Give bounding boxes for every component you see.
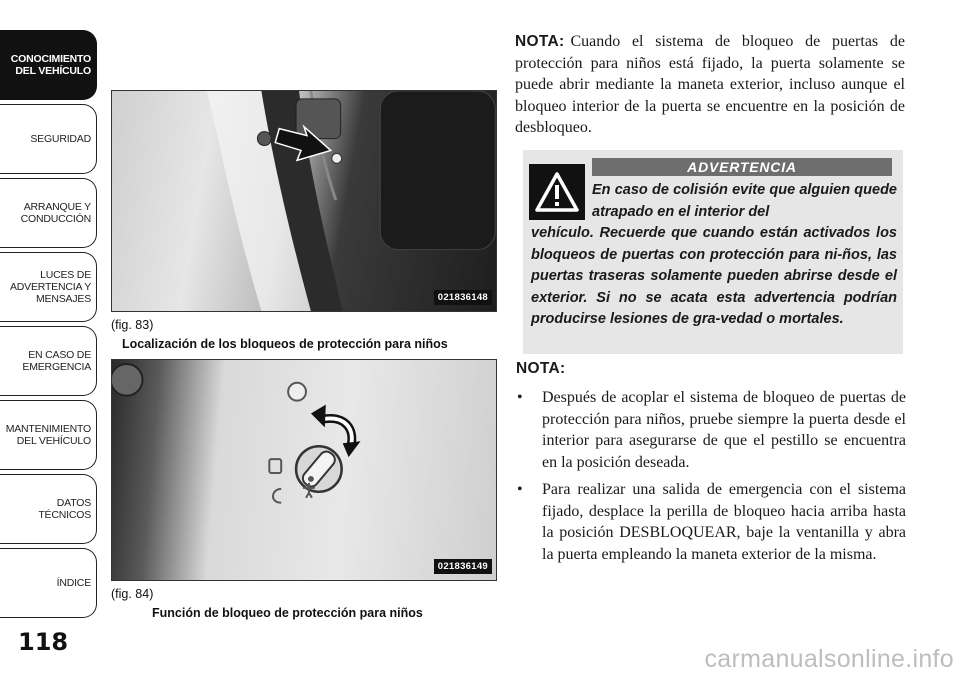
watermark: carmanualsonline.info — [704, 645, 954, 673]
warning-title: ADVERTENCIA — [592, 158, 892, 176]
list-item: • Para realizar una salida de emergencia con el sistema fijado, desplace la perilla de bloqueo hacia arriba hasta la posición DESBLOQUEAR, baje la ventanilla y abra la puerta empleando la maneta exterior de la misma. — [517, 481, 906, 563]
note-1-text: Cuando el sistema de bloqueo de puertas de protección para niños está fijado, la puerta solamente se puede abrir mediante la maneta exterior, incluso aunque el bloqueo interior de la puerta se encuentre en la posición de desbloqueo. — [515, 33, 905, 136]
tab-seguridad[interactable]: SEGURIDAD — [0, 104, 97, 174]
warning-text — [531, 180, 897, 331]
image-code: 021836149 — [434, 559, 492, 574]
image-code: 021836148 — [434, 290, 492, 305]
tab-datos-tecnicos[interactable]: DATOS TÉCNICOS — [0, 474, 97, 544]
note-2-list — [516, 387, 906, 571]
tab-luces-de-advertencia[interactable]: LUCES DE ADVERTENCIA Y MENSAJES — [0, 252, 97, 322]
page-number: 118 — [18, 628, 69, 656]
figure-83-label: (fig. 83) — [111, 318, 154, 332]
tab-mantenimiento[interactable]: MANTENIMIENTO DEL VEHÍCULO — [0, 400, 97, 470]
note-2-label: NOTA: — [516, 360, 566, 377]
warning-box — [523, 150, 903, 354]
figure-84-image — [111, 359, 497, 581]
warning-lead: En caso de colisión evite que alguien quede atrapado en el interior del — [592, 182, 897, 220]
tab-en-caso-de-emergencia[interactable]: EN CASO DE EMERGENCIA — [0, 326, 97, 396]
door-latch-illustration — [112, 91, 496, 311]
note-1-label: NOTA: — [515, 33, 565, 50]
note-1-paragraph — [515, 31, 905, 139]
child-lock-illustration — [112, 360, 496, 580]
tab-conocimiento-del-vehiculo[interactable]: CONOCIMIENTO DEL VEHÍCULO — [0, 30, 97, 100]
bullet-icon: • — [517, 389, 523, 406]
warning-body: vehículo. Recuerde que cuando están activados los bloqueos de puertas con protección para ni-ños, las puertas traseras solamente pueden abrirse desde el exterior. Si no se acata esta advertencia podrían producirse lesiones de gra-vedad o mortales. — [531, 225, 897, 327]
tab-arranque-y-conduccion[interactable]: ARRANQUE Y CONDUCCIÓN — [0, 178, 97, 248]
figure-84-caption: Función de bloqueo de protección para niños — [152, 606, 423, 620]
list-item: • Después de acoplar el sistema de bloqueo de puertas de protección para niños, pruebe siempre la puerta desde el interior para asegurarse de que el pestillo se encuentra en la posición deseada. — [517, 389, 906, 471]
note-1 — [515, 31, 905, 139]
figure-83-image — [111, 90, 497, 312]
chapter-tabs — [0, 0, 100, 678]
figure-83-caption: Localización de los bloqueos de protección para niños — [122, 337, 448, 351]
figure-84-label: (fig. 84) — [111, 587, 154, 601]
tab-indice[interactable]: ÍNDICE — [0, 548, 97, 618]
bullet-icon: • — [517, 481, 523, 498]
